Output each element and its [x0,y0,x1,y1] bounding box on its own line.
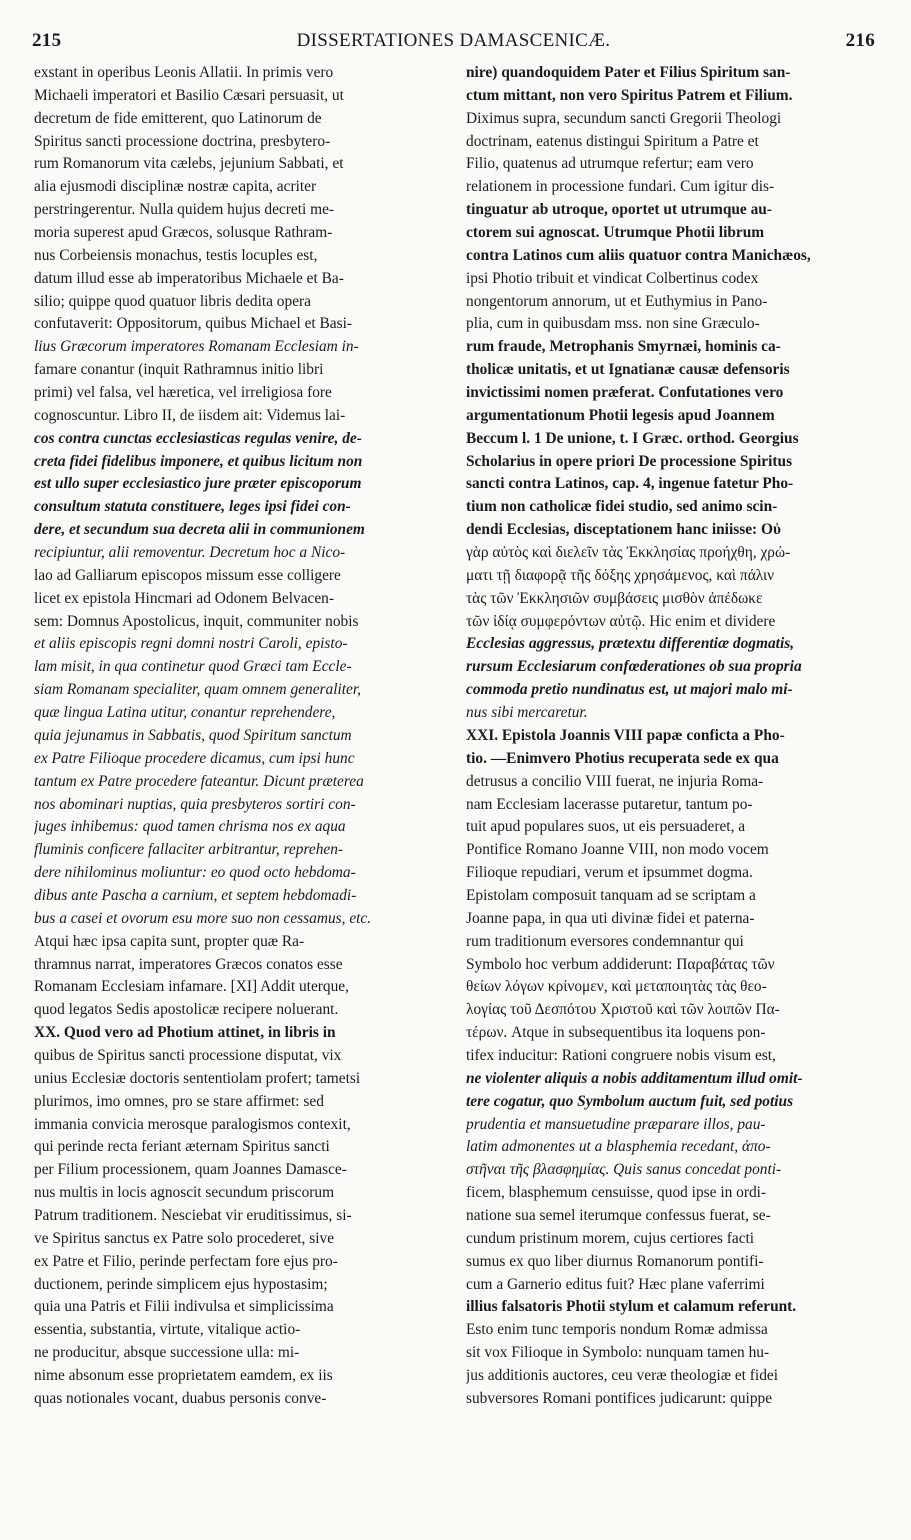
right-column-line: Diximus supra, secundum sancti Gregorii Theologi [466,109,782,127]
left-column-line: quas notionales vocant, duabus personis conve- [34,1389,327,1407]
right-column-line: Esto enim tunc temporis nondum Romæ admissa [466,1321,768,1339]
left-column-line: dibus ante Pascha a carnium, et septem hebdomadi- [34,886,357,904]
right-column-line: Pontifice Romano Joanne VIII, non modo vocem [466,841,769,859]
left-column-line: licet ex epistola Hincmari ad Odonem Belvacen- [34,589,335,607]
left-column-line: siam Romanam specialiter, quam omnem generaliter, [34,681,362,699]
right-column-line: latim admonentes ut a blasphemia recedant, ἀπο- [466,1138,771,1156]
left-column-line: moria superest apud Græcos, solusque Rathram- [34,224,333,242]
right-column-line: τέρων. Atque in subsequentibus ita loquens pon- [466,1024,766,1042]
right-column-line: Filio, quatenus ad utrumque refertur; eam vero [466,155,754,173]
right-column-line: nire) quandoquidem Pater et Filius Spiritum san- [466,64,791,81]
left-column-line: lao ad Galliarum episcopos missum esse colligere [34,566,341,584]
right-column-line: subversores Romani pontifices judicarunt: quippe [466,1389,773,1407]
right-column-line: tere cogatur, quo Symbolum auctum fuit, sed potius [466,1092,794,1110]
left-column-line: essentia, substantia, virtute, vitalique actio- [34,1321,301,1339]
right-column-line: sit vox Filioque in Symbolo: nunquam tamen hu- [466,1344,770,1362]
right-column-line: γὰρ αὐτὸς καὶ διελεῖν τὰς Ἐκκλησίας προήχθη, χρώ- [466,544,791,562]
left-column-line: decretum de fide emitterent, quo Latinorum de [34,109,322,127]
left-column-line: quod legatos Sedis apostolicæ recipere noluerant. [34,1001,339,1019]
left-column-line: nus Corbeiensis monachus, testis locuples est, [34,246,318,264]
right-column-line: rum traditionum eversores condemnantur qui [466,932,744,950]
left-column-line: quæ lingua Latina utitur, conantur reprehendere, [34,704,336,722]
left-column-line: ne producitur, absque successione ulla: mi- [34,1344,300,1362]
right-column-line: λογίας τοῦ Δεσπότου Χριστοῦ καὶ τῶν λοιπῶν Πα- [466,1001,780,1019]
right-text-column [466,62,878,1411]
right-column-line: cundum pristinum morem, cujus certiores facti [466,1229,755,1247]
right-column-line: jus additionis auctores, ceu veræ theologiæ et fidei [466,1366,779,1384]
page-header [32,30,875,60]
left-column-line: per Filium processionem, quam Joannes Damasce- [34,1161,347,1179]
left-column-line: bus a casei et ovorum esu more suo non cessamus, etc. [34,909,372,927]
left-column-line: et aliis episcopis regni domni nostri Caroli, episto- [34,635,348,653]
left-column-line: lius Græcorum imperatores Romanam Ecclesiam in- [34,338,359,356]
right-column-line: prudentia et mansuetudine præparare illos, pau- [466,1115,766,1133]
left-column-line: immania convicia merosque paralogismos contexit, [34,1115,351,1133]
right-column-line: θείων λόγων κρίνομεν, καὶ μεταποιητὰς τὰς θεο- [466,978,767,996]
left-column-line: juges inhibemus: quod tamen chrisma nos ex aqua [34,818,346,836]
left-column-line: dere, et secundum sua decreta alii in communionem [34,521,365,539]
right-column-line: plia, cum in quibusdam mss. non sine Græculo- [466,315,760,333]
right-column-line: tifex inducitur: Rationi congruere nobis visum est, [466,1046,776,1064]
right-column-line: tio. —Enimvero Photius recuperata sede ex qua [466,749,779,767]
left-column-line: nime absonum esse proprietatem eamdem, ex iis [34,1366,333,1384]
right-column-line: τῶν ἰδίᾳ συμφερόντων αὐτῷ. Hic enim et dividere [466,612,776,630]
left-column-line: Atqui hæc ipsa capita sunt, propter quæ Ra- [34,932,305,950]
right-column-line: rum fraude, Metrophanis Smyrnæi, hominis ca- [466,338,781,356]
left-column-line: recipiuntur, alii removentur. Decretum hoc a Nico- [34,544,346,562]
left-column-line: consultum statuta constituere, leges ipsi fidei con- [34,498,351,516]
left-column-line: exstant in operibus Leonis Allatii. In primis vero [34,64,334,81]
running-title: DISSERTATIONES DAMASCENICÆ. [296,30,611,51]
left-column-line: plurimos, imo omnes, pro se stare affirmet: sed [34,1092,324,1110]
right-column-line: nam Ecclesiam lacerasse putaretur, tantum po- [466,795,753,813]
left-column-line: creta fidei fidelibus imponere, et quibus licitum non [34,452,363,470]
right-column-line: XXI. Epistola Joannis VIII papæ conficta a Pho- [466,726,785,744]
left-column-line: primi) vel falsa, vel hæretica, vel irreligiosa fore [34,384,332,402]
right-column-line: ne violenter aliquis a nobis additamentum illud omit- [466,1069,803,1087]
left-column-line: ve Spiritus sanctus ex Patre solo procederet, sive [34,1229,335,1247]
left-column-line: datum illud esse ab imperatoribus Michaele et Ba- [34,269,344,287]
left-column-line: XX. Quod vero ad Photium attinet, in libris in [34,1024,336,1042]
right-column-line: ficem, blasphemum censuisse, quod ipse in ordi- [466,1184,767,1202]
right-column-line: στῆναι τῆς βλασφημίας. Quis sanus concedat ponti- [466,1161,782,1179]
left-column-line: nos abominari nuptias, quia presbyteros sortiri con- [34,795,356,813]
left-column-line: Spiritus sancti processione doctrina, presbytero- [34,132,331,150]
right-column-line: nongentorum annorum, ut et Euthymius in Pano- [466,292,768,310]
right-column-line: ctorem sui agnoscat. Utrumque Photii librum [466,224,765,242]
right-column-line: Symbolo hoc verbum addiderunt: Παραβάτας τῶν [466,955,775,973]
left-column-line: sem: Domnus Apostolicus, inquit, communiter nobis [34,612,359,630]
right-column-line: relationem in processione fundari. Cum igitur dis- [466,178,775,196]
left-column-line: Romanam Ecclesiam infamare. [XI] Addit uterque, [34,978,349,996]
right-column-line: argumentationum Photii legesis apud Joannem [466,406,775,424]
left-column-line: alia ejusmodi disciplinæ nostræ capita, acriter [34,178,317,196]
right-column-line: dendi Ecclesias, disceptationem hanc iniisse: Οὐ [466,521,781,539]
left-text-column [34,62,446,1411]
right-column-line: ματι τῇ διαφορᾷ τῆς δόξης χρησάμενος, καὶ πάλιν [466,566,775,584]
right-column-line: detrusus a concilio VIII fuerat, ne injuria Roma- [466,772,764,790]
right-column-line: Joanne papa, in qua uti divinæ fidei et paterna- [466,909,755,927]
left-column-line: cognoscuntur. Libro II, de iisdem ait: Videmus lai- [34,406,346,424]
left-column-line: famare conantur (inquit Rathramnus initio libri [34,361,324,379]
left-column-line: confutaverit: Oppositorum, quibus Michael et Basi- [34,315,353,333]
right-column-line: Filioque repudiari, verum et ipsummet dogma. [466,864,753,882]
left-column-line: tantum ex Patre procedere fateantur. Dicunt præterea [34,772,364,790]
left-column-line: qui perinde recta feriant æternam Spiritus sancti [34,1138,330,1156]
right-column-line: cum a Garnerio editus fuit? Hæc plane vaferrimi [466,1275,765,1293]
left-column-line: nus multis in locis agnoscit secundum priscorum [34,1184,335,1202]
right-column-line: tholicæ unitatis, et ut Ignatianæ causæ defensoris [466,361,790,379]
left-column-line: rum Romanorum vita cælebs, jejunium Sabbati, et [34,155,344,173]
right-column-line: Beccum l. 1 De unione, t. I Græc. orthod. Georgius [466,429,799,447]
right-column-line: sancti contra Latinos, cap. 4, ingenue fatetur Pho- [466,475,794,493]
left-column-line: thramnus narrat, imperatores Græcos conatos esse [34,955,343,973]
page-number-left: 215 [32,30,62,51]
right-column-line: doctrinam, eatenus distingui Spiritum a Patre et [466,132,759,150]
right-column-line: rursum Ecclesiarum confœderationes ob sua propria [466,658,802,676]
left-column-line: silio; quippe quod quatuor libris dedita opera [34,292,311,310]
right-column-line: τὰς τῶν Ἐκκλησιῶν συμβάσεις μισθὸν ἀπέδωκε [466,589,763,607]
left-column-line: ductionem, perinde simplicem ejus hypostasim; [34,1275,328,1293]
left-column-line: est ullo super ecclesiastico jure præter episcoporum [34,475,362,493]
left-column-line: ex Patre et Filio, perinde perfectam fore ejus pro- [34,1252,338,1270]
left-column-line: perstringerentur. Nulla quidem hujus decreti me- [34,201,335,219]
right-column-line: nus sibi mercaretur. [466,704,588,722]
right-column-line: natione sua semel iterumque confessus fuerat, se- [466,1206,771,1224]
right-column-line: Epistolam composuit tanquam ad se scriptam a [466,886,756,904]
right-column-line: sumus ex quo liber diurnus Romanorum pontifi- [466,1252,764,1270]
left-column-line: dere nihilominus moliuntur: eo quod octo hebdoma- [34,864,356,882]
right-column-line: tuit apud populares suos, ut eis persuaderet, a [466,818,746,836]
left-column-line: Patrum traditionem. Nesciebat vir eruditissimus, si- [34,1206,352,1224]
left-column-line: quibus de Spiritus sancti processione disputat, vix [34,1046,342,1064]
right-column-line: invictissimi nomen præferat. Confutationes vero [466,384,784,402]
right-column-line: tium non catholicæ fidei studio, sed animo scin- [466,498,778,516]
left-column-line: lam misit, in qua continetur quod Græci tam Eccle- [34,658,352,676]
left-column-line: unius Ecclesiæ doctoris sententiolam profert; tametsi [34,1069,361,1087]
right-column-line: tinguatur ab utroque, oportet ut utrumque au- [466,201,772,219]
page-number-right: 216 [845,30,875,51]
right-column-line: contra Latinos cum aliis quatuor contra Manichæos, [466,246,811,264]
right-column-line: ipsi Photio tribuit et vindicat Colbertinus codex [466,269,759,287]
left-column-line: quia una Patris et Filii indivulsa et simplicissima [34,1298,334,1316]
left-column-line: Michaeli imperatori et Basilio Cæsari persuasit, ut [34,86,344,104]
right-column-line: ctum mittant, non vero Spiritus Patrem et Filium. [466,86,793,104]
right-column-line: Ecclesias aggressus, prætextu differentiæ dogmatis, [466,635,795,653]
left-column-line: cos contra cunctas ecclesiasticas regulas venire, de- [34,429,362,447]
right-column-line: Scholarius in opere priori De processione Spiritus [466,452,793,470]
right-column-line: commoda pretio nundinatus est, ut majori malo mi- [466,681,793,699]
right-column-line: illius falsatoris Photii stylum et calamum referunt. [466,1298,797,1316]
left-column-line: ex Patre Filioque procedere dicamus, cum ipsi hunc [34,749,355,767]
left-column-line: fluminis conficere fallaciter arbitrantur, reprehen- [34,841,344,859]
left-column-line: quia jejunamus in Sabbatis, quod Spiritum sanctum [34,726,352,744]
